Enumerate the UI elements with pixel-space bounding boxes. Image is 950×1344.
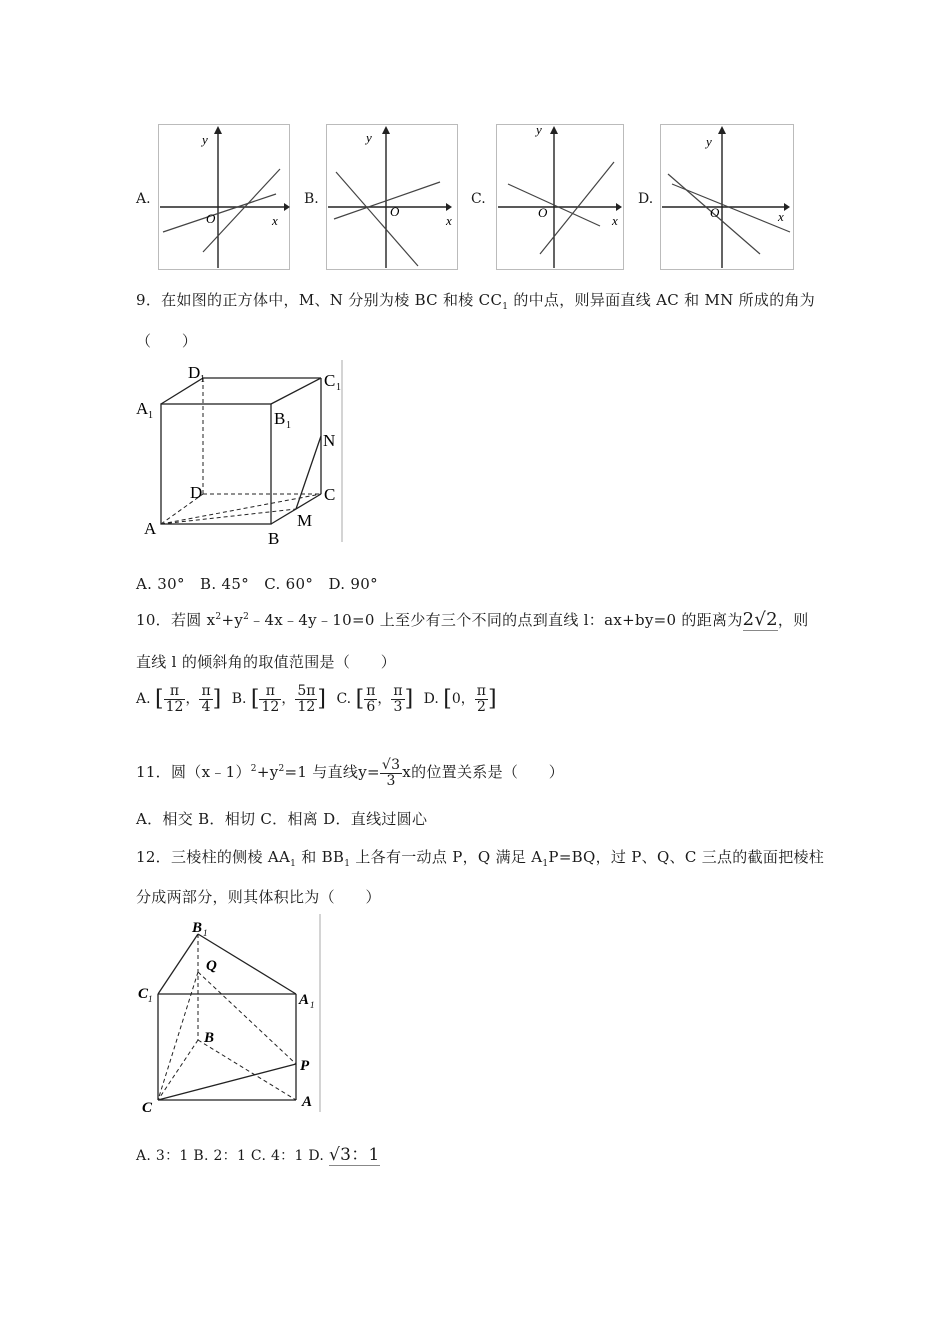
q10-sup2: 2 — [243, 612, 250, 622]
q12-question — [136, 846, 824, 869]
q10-text-a: 10．若圆 x — [136, 611, 216, 629]
q9-label-b1: B — [274, 409, 286, 428]
q11-eq-lhs: y= — [358, 763, 380, 782]
q11-text-c: =1 与直线 — [284, 763, 359, 782]
q8-option-a-letter: A. — [136, 191, 151, 207]
q10-b-num2: 5π — [297, 683, 316, 699]
q9-label-c1-sub: 1 — [336, 382, 341, 393]
q12-text-a: 12．三棱柱的侧棱 AA — [136, 848, 291, 866]
q12-options-text: A. 3：1 B. 2：1 C. 4：1 D. — [136, 1148, 325, 1164]
q8-d-xlabel: x — [778, 209, 784, 224]
q12-label-q: Q — [206, 958, 217, 974]
q8-a-xlabel: x — [272, 213, 278, 228]
q10-c-num2: π — [393, 683, 403, 699]
q10-d-start: 0 — [451, 691, 461, 708]
q10-a-num1: π — [164, 684, 186, 700]
q12-label-p: P — [300, 1058, 310, 1074]
q9-cube-figure — [136, 360, 346, 546]
q10-a-num2: π — [201, 683, 211, 699]
q8-graph-a — [158, 124, 290, 270]
q11-text-d: 的位置关系是（ ） — [411, 763, 565, 782]
q10-option-a: A. [ $\frac{\pi}{12}$ ， $\frac{\pi}{4}$ ] — [136, 683, 222, 715]
q11-eq-den: 3 — [386, 772, 396, 789]
q12-label-a1: A — [299, 992, 310, 1008]
q12-label-b: B — [204, 1030, 215, 1046]
q9-text-a: 9．在如图的正方体中，M、N 分别为棱 BC 和棱 CC — [136, 291, 503, 309]
q9-paren: （ ） — [136, 332, 198, 350]
q10-d-num2: π — [476, 683, 486, 699]
q12-opt-d-value: √3：1 — [328, 1145, 380, 1165]
q8-d-ylabel: y — [706, 134, 712, 149]
q8-a-origin: O — [206, 211, 216, 226]
q8-c-ylabel: y — [536, 124, 542, 137]
q10-option-b: B. [ $\frac{\pi}{12}$ ， $\frac{5\pi}{12}$ ] — [231, 683, 327, 715]
q9-label-a1-sub: 1 — [148, 410, 153, 421]
q10-option-c: C. [ $\frac{\pi}{6}$ ， $\frac{\pi}{3}$ ] — [336, 683, 414, 715]
q9-label-c1: C — [324, 371, 336, 390]
q11-sup2: 2 — [278, 764, 285, 775]
q10-opt-d-letter: D. — [423, 691, 439, 708]
q12-label-a: A — [302, 1094, 313, 1110]
q10-opt-b-letter: B. — [231, 691, 247, 708]
q8-b-origin: O — [390, 204, 400, 219]
q10-b-den2: 12 — [297, 698, 316, 715]
q10-b-num1: π — [259, 684, 281, 700]
q10-text-d: ，则 — [777, 611, 809, 629]
q8-option-c-letter: C. — [471, 191, 486, 207]
q9-label-n: N — [323, 431, 336, 450]
q12-s1: 1 — [290, 859, 297, 869]
q11-eq-num: √3 — [381, 757, 401, 773]
q9-label-c: C — [324, 485, 336, 504]
q11-eq-x: x — [402, 763, 412, 782]
q8-option-b-letter: B. — [304, 191, 319, 207]
q9-label-a1: A — [136, 399, 149, 418]
q8-c-xlabel: x — [612, 213, 618, 228]
q8-a-ylabel: y — [202, 132, 208, 147]
q10-text-c: ﹣4x﹣4y﹣10=0 上至少有三个不同的点到直线 l：ax+by=0 的距离为 — [249, 611, 743, 629]
q8-d-origin: O — [710, 205, 720, 220]
q12-line2: 分成两部分，则其体积比为（ ） — [136, 888, 381, 906]
q12-label-c1: C — [138, 986, 149, 1002]
q9-label-d1-sub: 1 — [200, 374, 205, 385]
q8-option-d-letter: D. — [638, 191, 654, 207]
q12-label-b1: B — [192, 920, 203, 936]
q11-options: A．相交 B．相切 C．相离 D．直线过圆心 — [136, 810, 428, 828]
q9-label-a: A — [144, 519, 157, 538]
q8-b-xlabel: x — [446, 213, 452, 228]
q12-text-d: P=BQ，过 P、Q、C 三点的截面把棱柱 — [548, 848, 825, 866]
q8-graph-c — [496, 124, 624, 270]
q10-opt-c-letter: C. — [336, 691, 352, 708]
q12-label-b1-sub: 1 — [203, 928, 208, 938]
q10-question — [136, 609, 809, 630]
q9-text-sub: 1 — [502, 302, 509, 312]
q12-text-c: 上各有一动点 P，Q 满足 A — [350, 848, 543, 866]
q10-c-den2: 3 — [393, 698, 403, 715]
q10-c-num1: π — [366, 683, 376, 699]
q8-graph-b — [326, 124, 458, 270]
q10-a-den1: 12 — [165, 698, 184, 715]
q12-options — [136, 1140, 380, 1165]
q10-a-den2: 4 — [201, 698, 211, 715]
q9-text-b: 的中点，则异面直线 AC 和 MN 所成的角为 — [508, 291, 816, 309]
q10-text-b: +y — [221, 611, 244, 629]
q9-label-b1-sub: 1 — [286, 420, 291, 431]
q9-label-d1: D — [188, 363, 201, 382]
q9-label-d: D — [190, 483, 203, 502]
q10-b-den1: 12 — [261, 698, 280, 715]
q8-b-ylabel: y — [366, 130, 372, 145]
q12-s2: 1 — [344, 859, 351, 869]
q10-sup1: 2 — [215, 612, 222, 622]
q8-c-origin: O — [538, 205, 548, 220]
q9-question — [136, 289, 815, 312]
q12-label-a1-sub: 1 — [310, 1000, 315, 1010]
q10-opt-a-letter: A. — [136, 691, 151, 708]
q9-options: A. 30° B. 45° C. 60° D. 90° — [136, 575, 378, 593]
q12-label-c1-sub: 1 — [148, 994, 153, 1004]
q8-graph-d — [660, 124, 794, 270]
q10-option-d: D. [0， $\frac{\pi}{2}$ ] — [423, 683, 497, 715]
q12-prism-figure — [136, 914, 324, 1116]
q10-line2: 直线 l 的倾斜角的取值范围是（ ） — [136, 653, 397, 671]
q12-label-c: C — [142, 1100, 153, 1116]
q10-distance: 2√2 — [742, 609, 778, 630]
q12-text-b: 和 BB — [296, 848, 345, 866]
q10-c-den1: 6 — [366, 698, 376, 715]
q11-sup1: 2 — [250, 764, 257, 775]
q12-s3: 1 — [542, 859, 549, 869]
q11-text-a: 11．圆（x﹣1） — [136, 763, 251, 782]
q9-label-m: M — [297, 511, 313, 530]
q11-text-b: +y — [256, 763, 279, 782]
q10-options — [136, 684, 503, 714]
q9-label-b: B — [268, 529, 280, 546]
q10-d-den2: 2 — [476, 698, 486, 715]
q11-question — [136, 758, 564, 788]
